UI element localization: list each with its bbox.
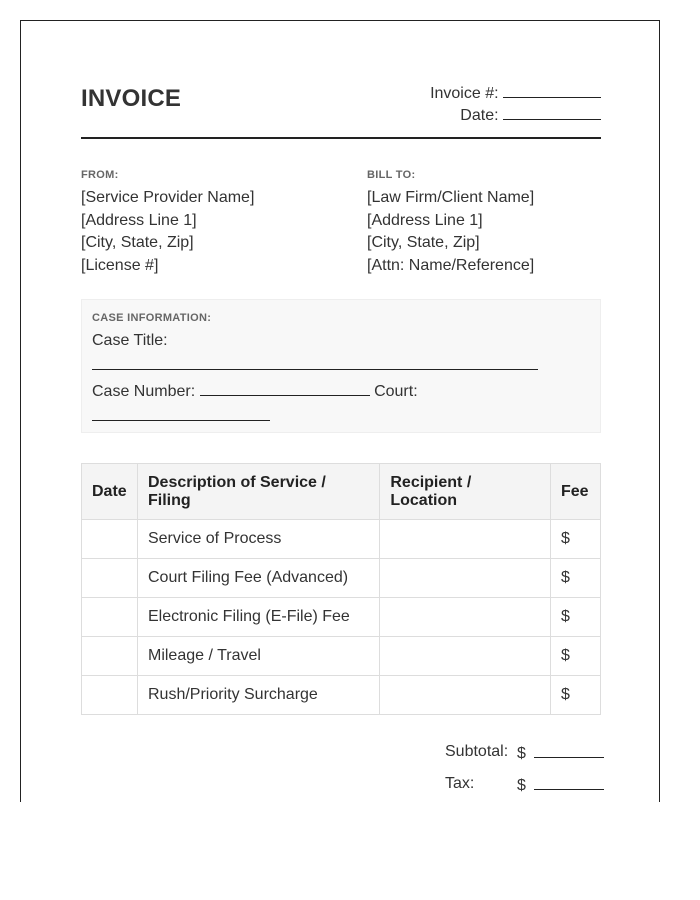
cell-date xyxy=(82,598,138,637)
cell-description: Electronic Filing (E-File) Fee xyxy=(137,598,379,637)
from-line: [Address Line 1] xyxy=(81,211,197,229)
case-title-line xyxy=(92,330,592,353)
tax-row xyxy=(81,771,601,803)
from-line: [City, State, Zip] xyxy=(81,234,194,251)
line-items-table xyxy=(81,463,601,715)
cell-fee: $ xyxy=(550,559,600,598)
from-line: [Service Provider Name] xyxy=(81,189,255,206)
cell-date xyxy=(82,520,138,559)
tax-value xyxy=(517,775,604,795)
invoice-content xyxy=(81,21,601,299)
table-row xyxy=(82,559,601,598)
subtotal-currency: $ xyxy=(517,745,526,762)
parties-section xyxy=(81,139,601,299)
bill-to-line: [Address Line 1] xyxy=(367,211,483,229)
subtotal-blank xyxy=(534,743,604,758)
table-row xyxy=(82,637,601,676)
bill-to-line: [Law Firm/Client Name] xyxy=(367,189,535,206)
bill-to-line: [Attn: Name/Reference] xyxy=(367,256,535,274)
court-blank-line xyxy=(92,404,592,429)
case-number-blank xyxy=(200,381,370,396)
from-block xyxy=(81,169,321,277)
case-number-label: Case Number: xyxy=(92,383,196,400)
invoice-number-blank xyxy=(503,83,601,98)
case-information-box xyxy=(81,299,601,433)
case-information-inner xyxy=(92,312,592,428)
bill-to-line: [City, State, Zip] xyxy=(367,234,480,251)
case-title-label: Case Title: xyxy=(92,332,168,349)
table-row xyxy=(82,598,601,637)
cell-fee: $ xyxy=(550,520,600,559)
cell-recipient xyxy=(380,637,551,676)
invoice-date-blank xyxy=(503,105,601,120)
subtotal-row xyxy=(81,739,601,771)
case-title-blank-line xyxy=(92,353,592,378)
cell-date xyxy=(82,559,138,598)
cell-description: Court Filing Fee (Advanced) xyxy=(137,559,379,598)
cell-fee: $ xyxy=(550,637,600,676)
invoice-header xyxy=(81,21,601,139)
cell-description: Mileage / Travel xyxy=(137,637,379,676)
totals-section xyxy=(81,739,601,803)
cell-recipient xyxy=(380,520,551,559)
invoice-title: INVOICE xyxy=(81,85,182,112)
cell-description: Rush/Priority Surcharge xyxy=(137,676,379,715)
bill-to-label: BILL TO: xyxy=(367,169,416,181)
cell-fee: $ xyxy=(550,676,600,715)
bill-to-block xyxy=(367,169,607,277)
table-row xyxy=(82,676,601,715)
case-number-line xyxy=(92,381,592,404)
header-description: Description of Service / Filing xyxy=(137,464,379,520)
header-date: Date xyxy=(82,464,138,520)
court-blank xyxy=(92,404,270,421)
from-label: FROM: xyxy=(81,169,119,181)
tax-label: Tax: xyxy=(445,775,475,792)
cell-recipient xyxy=(380,676,551,715)
tax-currency: $ xyxy=(517,777,526,794)
header-fee: Fee xyxy=(550,464,600,520)
cell-recipient xyxy=(380,598,551,637)
invoice-number-line xyxy=(430,83,601,105)
subtotal-label: Subtotal: xyxy=(445,743,509,760)
cell-description: Service of Process xyxy=(137,520,379,559)
header-recipient: Recipient / Location xyxy=(380,464,551,520)
cell-date xyxy=(82,637,138,676)
invoice-meta xyxy=(430,83,601,127)
invoice-date-line xyxy=(430,105,601,127)
cell-date xyxy=(82,676,138,715)
court-label: Court: xyxy=(374,383,418,400)
invoice-number-label: Invoice #: xyxy=(430,85,499,102)
cell-fee: $ xyxy=(550,598,600,637)
table-header-row xyxy=(82,464,601,520)
table-row xyxy=(82,520,601,559)
cell-recipient xyxy=(380,559,551,598)
subtotal-value xyxy=(517,743,604,763)
case-information-label: CASE INFORMATION: xyxy=(92,312,212,324)
tax-blank xyxy=(534,775,604,790)
invoice-page xyxy=(20,20,660,802)
from-line: [License #] xyxy=(81,256,159,274)
case-title-blank xyxy=(92,353,538,370)
invoice-date-label: Date: xyxy=(460,107,499,124)
